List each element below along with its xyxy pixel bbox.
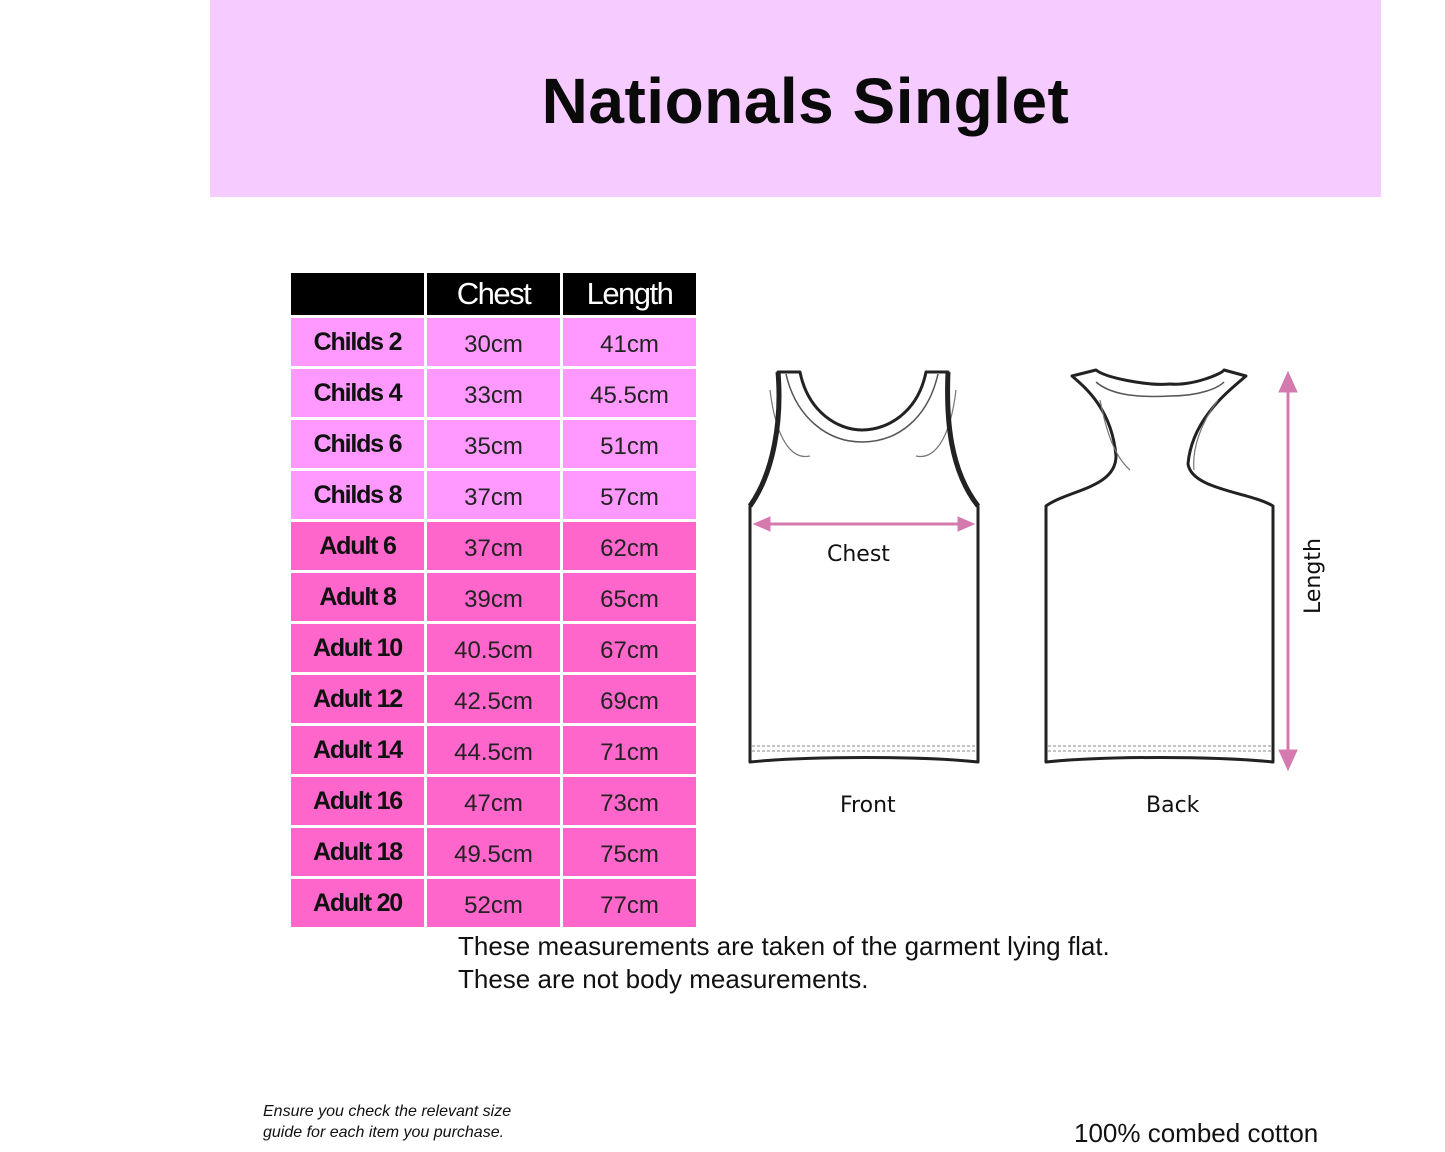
length-cell: 62cm [563, 522, 696, 570]
table-header-blank [291, 273, 424, 315]
size-cell: Adult 20 [291, 879, 424, 927]
chest-diagram-label: Chest [827, 542, 890, 567]
chest-cell: 49.5cm [427, 828, 560, 876]
back-singlet-drawing [1046, 370, 1273, 762]
length-cell: 57cm [563, 471, 696, 519]
table-row [291, 573, 696, 621]
measurement-note-line-2: These are not body measurements. [458, 964, 869, 994]
size-cell: Childs 6 [291, 420, 424, 468]
length-cell: 51cm [563, 420, 696, 468]
table-row [291, 522, 696, 570]
table-row [291, 471, 696, 519]
length-diagram-label: Length [1301, 538, 1326, 614]
table-row [291, 624, 696, 672]
front-singlet-drawing [750, 372, 978, 762]
chest-cell: 52cm [427, 879, 560, 927]
footnote-line-2: guide for each item you purchase. [263, 1124, 505, 1141]
size-cell: Adult 18 [291, 828, 424, 876]
chest-cell: 44.5cm [427, 726, 560, 774]
header-band [210, 0, 1381, 197]
table-row [291, 726, 696, 774]
table-row [291, 318, 696, 366]
size-cell: Childs 8 [291, 471, 424, 519]
size-cell: Adult 16 [291, 777, 424, 825]
length-cell: 73cm [563, 777, 696, 825]
length-cell: 45.5cm [563, 369, 696, 417]
size-cell: Adult 8 [291, 573, 424, 621]
chest-cell: 37cm [427, 522, 560, 570]
table-row [291, 828, 696, 876]
table-row [291, 879, 696, 927]
chest-cell: 33cm [427, 369, 560, 417]
length-cell: 67cm [563, 624, 696, 672]
chest-cell: 35cm [427, 420, 560, 468]
length-cell: 77cm [563, 879, 696, 927]
material-info: 100% combed cotton [1074, 1118, 1319, 1148]
chest-cell: 40.5cm [427, 624, 560, 672]
measurement-note-line-1: These measurements are taken of the garment lying flat. [458, 931, 1110, 961]
front-label: Front [840, 793, 896, 818]
size-cell: Adult 12 [291, 675, 424, 723]
chest-cell: 39cm [427, 573, 560, 621]
table-header-length: Length [563, 273, 696, 315]
table-row [291, 675, 696, 723]
measurement-note [458, 930, 1110, 996]
size-cell: Adult 14 [291, 726, 424, 774]
size-cell: Adult 6 [291, 522, 424, 570]
footnote-line-1: Ensure you check the relevant size [263, 1103, 512, 1120]
back-label: Back [1146, 793, 1200, 818]
size-cell: Childs 2 [291, 318, 424, 366]
chest-cell: 37cm [427, 471, 560, 519]
length-cell: 71cm [563, 726, 696, 774]
table-row [291, 420, 696, 468]
size-cell: Adult 10 [291, 624, 424, 672]
chest-cell: 47cm [427, 777, 560, 825]
length-cell: 69cm [563, 675, 696, 723]
singlet-diagram [730, 360, 1350, 830]
size-guide-footnote [263, 1101, 511, 1143]
length-arrow [1279, 372, 1297, 770]
size-chart-table [288, 270, 699, 930]
table-row [291, 777, 696, 825]
size-cell: Childs 4 [291, 369, 424, 417]
length-cell: 75cm [563, 828, 696, 876]
page-title: Nationals Singlet [541, 65, 1070, 137]
table-header-row [291, 273, 696, 315]
length-cell: 65cm [563, 573, 696, 621]
chest-cell: 42.5cm [427, 675, 560, 723]
table-row [291, 369, 696, 417]
length-cell: 41cm [563, 318, 696, 366]
chest-cell: 30cm [427, 318, 560, 366]
table-header-chest: Chest [427, 273, 560, 315]
